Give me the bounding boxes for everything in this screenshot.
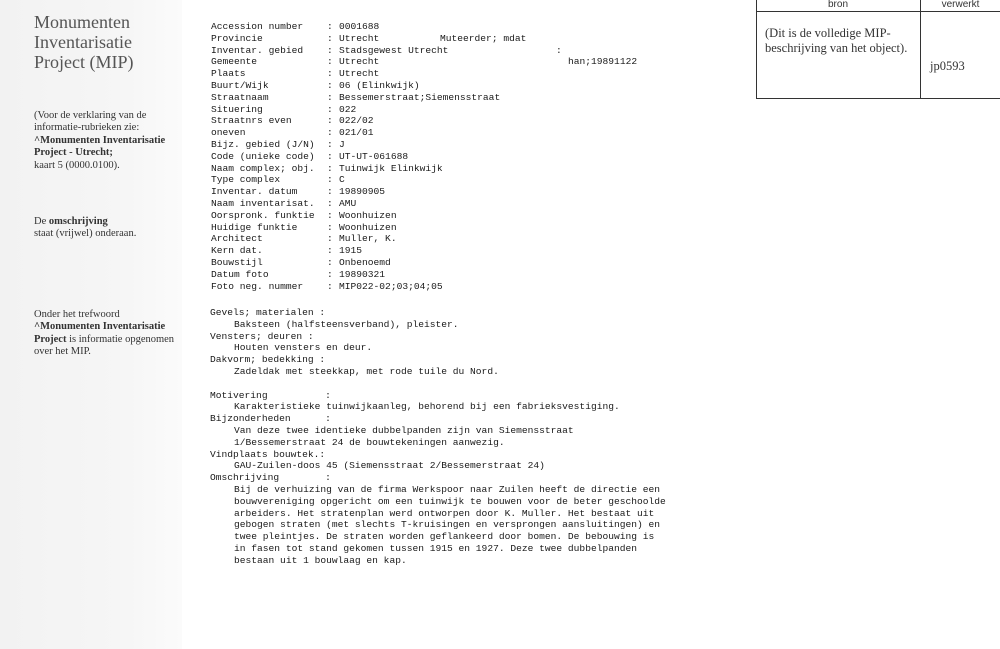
field-colon: : — [327, 103, 333, 115]
field-row — [211, 139, 731, 151]
field-row — [211, 104, 731, 116]
field-colon: : — [327, 197, 333, 209]
field-label: Foto neg. nummer — [211, 280, 304, 292]
field-value: UT-UT-061688 — [339, 150, 409, 162]
field-colon: : — [327, 209, 333, 221]
field-value: 022 — [339, 103, 357, 115]
field-label: Naam inventarisat. — [211, 197, 315, 209]
field-value: 021/01 — [339, 127, 374, 139]
field-value: Woonhuizen — [339, 221, 397, 233]
field-label: Buurt/Wijk — [211, 79, 269, 91]
section-text-line: 1/Bessemerstraat 24 de bouwtekeningen aanwezig. — [234, 436, 505, 448]
field-label: Plaats — [211, 68, 246, 80]
field-colon: : — [327, 256, 333, 268]
section-heading: Motivering : — [210, 389, 331, 401]
description-note-keyword: omschrijving — [48, 216, 108, 227]
field-value: Bessemerstraat;Siemensstraat — [339, 91, 501, 103]
section-text-line: arbeiders. Het stratenplan werd ontworpen door K. Muller. Het bestaat uit — [234, 507, 655, 519]
field-colon: : — [327, 91, 333, 103]
field-row — [211, 21, 731, 33]
field-label: Huidige funktie — [211, 221, 298, 233]
field-label: Straatnrs even — [211, 115, 292, 127]
field-colon: : — [327, 21, 333, 32]
description-sections — [210, 307, 666, 567]
section-heading: Bijzonderheden : — [210, 413, 331, 425]
section-text-line: gebogen straten (met slechts T-kruisingen en versprongen aansluitingen) en — [234, 519, 661, 531]
field-colon: : — [327, 138, 333, 150]
field-row — [211, 56, 731, 68]
section-text-line: bestaan uit 1 bouwlaag en kap. — [234, 554, 407, 566]
field-value: 022/02 — [339, 115, 374, 127]
muteerder-value: han;19891122 — [568, 56, 638, 68]
field-label: Bouwstijl — [211, 256, 263, 268]
field-label: Naam complex; obj. — [211, 162, 315, 174]
field-value: 19890321 — [339, 268, 386, 280]
section-spacer — [210, 378, 666, 390]
table-divider — [920, 0, 921, 98]
field-row — [211, 210, 731, 222]
field-value: Utrecht — [339, 68, 380, 80]
field-row — [211, 45, 731, 57]
field-label: oneven — [211, 127, 246, 139]
section-text-line: Baksteen (halfsteensverband), pleister. — [234, 318, 459, 330]
field-row — [211, 174, 731, 186]
table-header-rule — [756, 11, 1000, 12]
section-heading: Dakvorm; bedekking : — [210, 354, 326, 366]
field-value: Onbenoemd — [339, 256, 391, 268]
field-label: Gemeente — [211, 56, 258, 68]
section-text-line: in fasen tot stand gekomen tussen 1915 en 1927. Deze twee dubbelpanden — [234, 542, 638, 554]
field-label: Architect — [211, 233, 263, 245]
field-colon: : — [327, 150, 333, 162]
field-row — [211, 233, 731, 245]
left-margin — [0, 0, 182, 649]
keyword-note-keyword: ^Monumenten Inventarisatie Project — [34, 321, 166, 345]
field-colon: : — [327, 32, 333, 44]
description-note-post: staat (vrijwel) onderaan. — [34, 228, 137, 240]
keyword-note-post: is informatie opgenomen over het MIP. — [34, 333, 175, 358]
field-row — [211, 281, 731, 293]
field-label: Type complex — [211, 174, 281, 186]
field-colon: : — [327, 186, 333, 198]
section-heading: Gevels; materialen : — [210, 307, 326, 318]
legend-note-card: kaart 5 (0000.0100). — [34, 159, 120, 171]
section-text-line: Bij de verhuizing van de firma Werkspoor naar Zuilen heeft de directie een — [234, 483, 661, 495]
field-colon: : — [327, 44, 333, 56]
field-label: Provincie — [211, 32, 263, 44]
field-row — [211, 92, 731, 104]
field-value: AMU — [339, 197, 357, 209]
field-colon: : — [327, 127, 333, 139]
field-label: Kern dat. — [211, 245, 263, 257]
field-label: Inventar. gebied — [211, 44, 304, 56]
section-text-line: Houten vensters en deur. — [234, 342, 373, 354]
keyword-note — [34, 309, 182, 359]
section-text-line: bouwvereniging opgericht om een tuinwijk te bouwen voor de beter geschoolde — [234, 495, 666, 507]
field-value: 0001688 — [339, 21, 380, 32]
field-colon: : — [327, 268, 333, 280]
field-row — [211, 127, 731, 139]
field-colon: : — [327, 115, 333, 127]
field-label: Inventar. datum — [211, 186, 298, 198]
field-row — [211, 222, 731, 234]
muteerder-colon: : — [556, 44, 562, 56]
mip-title: Monumenten Inventarisatie Project (MIP) — [34, 12, 134, 72]
legend-note-intro: (Voor de verklaring van de informatie-rubrieken zie: — [34, 110, 147, 134]
record-fields — [211, 21, 731, 292]
field-colon: : — [327, 68, 333, 80]
legend-note — [34, 110, 182, 172]
field-label: Oorspronk. funktie — [211, 209, 315, 221]
field-value: MIP022-02;03;04;05 — [339, 280, 443, 292]
section-text-line: Karakteristieke tuinwijkaanleg, behorend bij een fabrieksvestiging. — [234, 401, 620, 413]
field-colon: : — [327, 233, 333, 245]
keyword-note-pre: Onder het trefwoord — [34, 309, 120, 320]
field-row — [211, 257, 731, 269]
field-row — [211, 269, 731, 281]
bron-text: (Dit is de volledige MIP-beschrijving van het object). — [765, 26, 908, 55]
field-label: Datum foto — [211, 268, 269, 280]
field-row — [211, 186, 731, 198]
table-border-left — [756, 0, 757, 98]
field-value: Stadsgewest Utrecht — [339, 44, 449, 56]
field-value: 06 (Elinkwijk) — [339, 79, 420, 91]
field-value: Muller, K. — [339, 233, 397, 245]
field-row — [211, 80, 731, 92]
field-value: 19890905 — [339, 186, 386, 198]
field-label: Accession number — [211, 21, 304, 32]
section-text-line: GAU-Zuilen-doos 45 (Siemensstraat 2/Bessemerstraat 24) — [234, 460, 545, 472]
source-table — [756, 0, 1000, 99]
description-note — [34, 216, 182, 241]
verwerkt-code: jp0593 — [930, 59, 965, 73]
field-label: Code (unieke code) — [211, 150, 315, 162]
section-text-line: Van deze twee identieke dubbelpanden zijn van Siemensstraat — [234, 424, 574, 436]
field-label: Situering — [211, 103, 263, 115]
field-value: Utrecht — [339, 56, 380, 68]
field-value: Utrecht — [339, 32, 380, 44]
section-heading: Omschrijving : — [210, 472, 331, 484]
muteerder-field — [440, 21, 638, 68]
section-text-line: Zadeldak met steekkap, met rode tuile du Nord. — [234, 365, 499, 377]
description-note-pre: De — [34, 216, 47, 227]
field-value: Woonhuizen — [339, 209, 397, 221]
legend-note-reference: ^Monumenten Inventarisatie Project - Utrecht; — [34, 134, 166, 159]
field-colon: : — [327, 79, 333, 91]
section-heading: Vindplaats bouwtek.: — [210, 448, 326, 460]
field-colon: : — [327, 280, 333, 292]
field-value: C — [339, 174, 345, 186]
field-colon: : — [327, 162, 333, 174]
field-row — [211, 163, 731, 175]
field-label: Straatnaam — [211, 91, 269, 103]
field-label: Bijz. gebied (J/N) — [211, 138, 315, 150]
verwerkt-header: verwerkt — [941, 0, 980, 10]
field-row — [211, 68, 731, 80]
field-row — [211, 115, 731, 127]
field-row — [211, 198, 731, 210]
field-colon: : — [327, 174, 333, 186]
field-row — [211, 245, 731, 257]
bron-header: bron — [827, 0, 848, 10]
field-value: J — [339, 138, 345, 150]
field-colon: : — [327, 221, 333, 233]
field-colon: : — [327, 245, 333, 257]
muteerder-label: Muteerder; mdat — [440, 32, 527, 44]
field-value: 1915 — [339, 245, 363, 257]
section-heading: Vensters; deuren : — [210, 330, 314, 342]
field-row — [211, 151, 731, 163]
field-value: Tuinwijk Elinkwijk — [339, 162, 443, 174]
section-text-line: twee pleintjes. De straten worden geflankeerd door bomen. De bebouwing is — [234, 531, 655, 543]
field-colon: : — [327, 56, 333, 68]
